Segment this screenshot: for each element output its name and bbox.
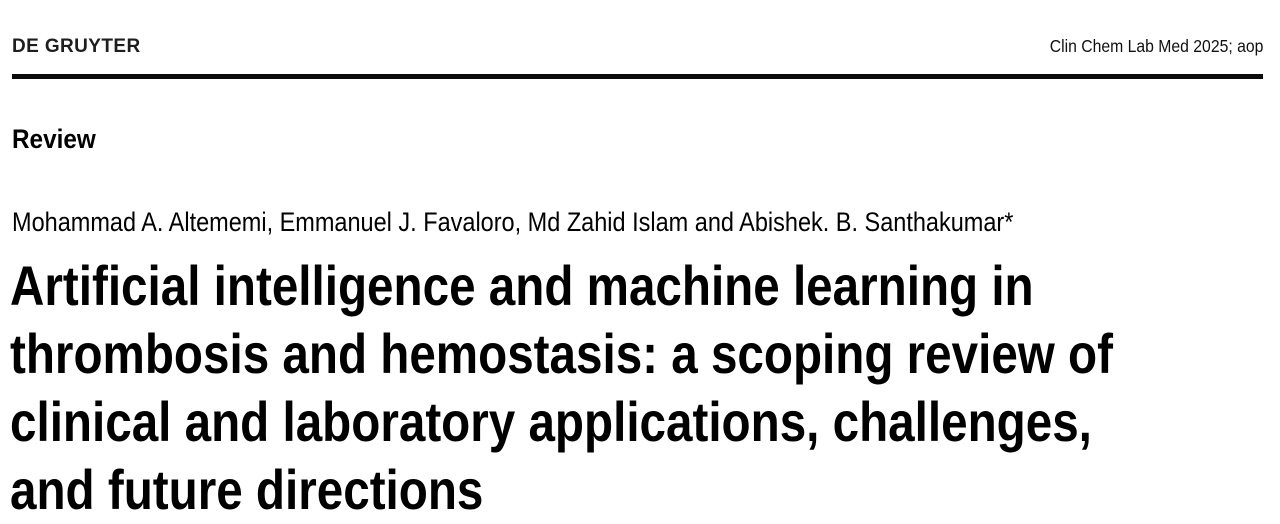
page-header [12, 30, 1263, 60]
title-line: clinical and laboratory applications, challenges, [10, 390, 1092, 453]
publisher-logo: DE GRUYTER [12, 36, 141, 57]
article-type-label: Review [12, 124, 96, 154]
title-line: thrombosis and hemostasis: a scoping review of [10, 322, 1113, 385]
author-list: Mohammad A. Altememi, Emmanuel J. Favaloro, Md Zahid Islam and Abishek. B. Santhakumar* [12, 207, 1014, 237]
title-line: and future directions [10, 458, 484, 521]
header-rule [12, 74, 1263, 79]
journal-reference: Clin Chem Lab Med 2025; aop [1049, 36, 1263, 56]
article-title [10, 252, 1200, 524]
title-line: Artificial intelligence and machine learning in [10, 254, 1034, 317]
